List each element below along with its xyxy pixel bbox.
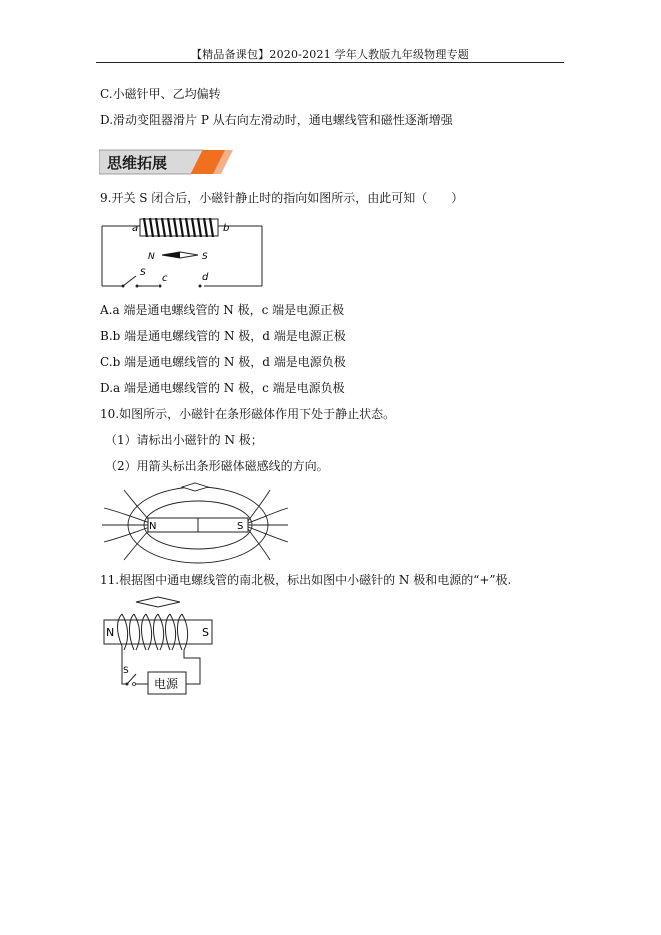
header-divider bbox=[96, 62, 564, 63]
q10-stem: 10.如图所示，小磁针在条形磁体作用下处于静止状态。 bbox=[100, 407, 396, 421]
q10-sub2: （2）用箭头标出条形磁体磁感线的方向。 bbox=[105, 459, 329, 473]
q10-magnet-figure bbox=[100, 478, 290, 570]
section-banner-label: 思维拓展 bbox=[107, 154, 168, 172]
option-d-prev: D.滑动变阻器滑片 P 从右向左滑动时，通电螺线管和磁性逐渐增强 bbox=[100, 113, 453, 127]
q9-option-d: D.a 端是通电螺线管的 N 极，c 端是电源负极 bbox=[100, 381, 345, 395]
q11-switch-label: S bbox=[123, 666, 129, 676]
q10-magnet-n: N bbox=[149, 521, 157, 532]
q11-solenoid-n: N bbox=[106, 626, 115, 639]
q9-option-a: A.a 端是通电螺线管的 N 极，c 端是电源正极 bbox=[100, 303, 345, 317]
q9-label-d: d bbox=[202, 272, 209, 283]
q10-sub1: （1）请标出小磁针的 N 极； bbox=[105, 433, 263, 447]
q11-solenoid-s: S bbox=[202, 626, 209, 639]
q9-switch-label: S bbox=[140, 268, 146, 278]
q9-label-a: a bbox=[132, 223, 139, 234]
option-c-prev: C.小磁针甲、乙均偏转 bbox=[100, 87, 221, 101]
q9-stem: 9.开关 S 闭合后，小磁针静止时的指向如图所示，由此可知（ ） bbox=[100, 191, 464, 205]
q9-option-b: B.b 端是通电螺线管的 N 极，d 端是电源正极 bbox=[100, 329, 346, 343]
q11-stem: 11.根据图中通电螺线管的南北极，标出如图中小磁针的 N 极和电源的“+”极. bbox=[100, 573, 512, 587]
q9-label-c: c bbox=[162, 273, 168, 284]
section-banner bbox=[99, 146, 234, 178]
page-header: 【精品备课包】2020-2021 学年人教版九年级物理专题 bbox=[190, 48, 469, 61]
q9-needle-n: N bbox=[148, 252, 155, 262]
q11-solenoid-figure bbox=[100, 594, 220, 696]
q9-option-c: C.b 端是通电螺线管的 N 极，d 端是电源负极 bbox=[100, 355, 346, 369]
q9-circuit-figure bbox=[100, 214, 265, 294]
q9-label-b: b bbox=[223, 223, 230, 234]
q10-magnet-s: S bbox=[237, 521, 244, 532]
q11-power-label: 电源 bbox=[154, 677, 179, 691]
q9-needle-s: S bbox=[202, 252, 208, 262]
